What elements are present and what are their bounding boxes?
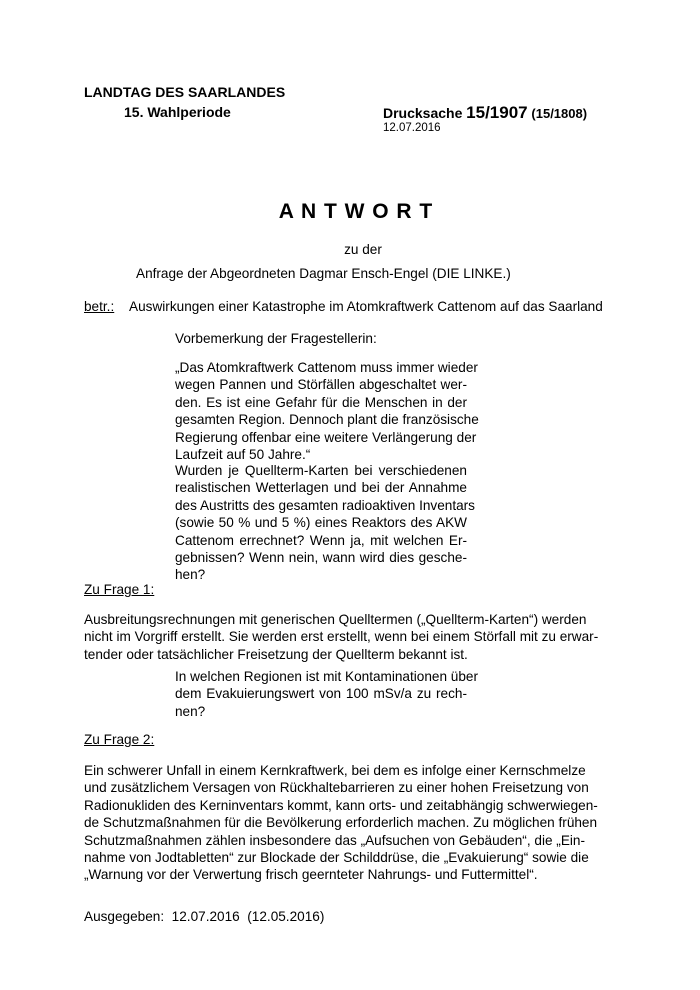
drucksache-number: 15/1907 [466, 103, 528, 122]
anfrage-line: Anfrage der Abgeordneten Dagmar Ensch-Engel (DIE LINKE.) [136, 266, 511, 281]
answer-2-text [84, 762, 598, 884]
preliminary-remark-text [175, 359, 479, 463]
answer-1-text [84, 611, 599, 663]
text-line: tender oder tatsächlicher Freisetzung der Quellterm bekannt ist. [84, 646, 468, 662]
text-line: (sowie 50 % und 5 %) eines Reaktors des AKW [175, 515, 467, 531]
text-line: dem Evakuierungswert von 100 mSv/a zu rech- [175, 686, 467, 702]
legislative-period: 15. Wahlperiode [124, 104, 231, 120]
answer-2-heading: Zu Frage 2: [84, 732, 155, 747]
text-line: Ein schwerer Unfall in einem Kernkraftwerk, bei dem es infolge einer Kernschmelze [84, 763, 586, 778]
document-date: 12.07.2016 [383, 122, 441, 134]
text-line: Wurden je Quellterm-Karten bei verschiedenen [175, 463, 467, 478]
question-2-text [175, 668, 479, 720]
drucksache-block [383, 103, 587, 123]
zu-der-text: zu der [344, 242, 382, 257]
text-line: Schutzmaßnahmen zählen insbesondere das „Aufsuchen von Gebäuden“, die „Ein- [84, 832, 586, 848]
issued-date: Ausgegeben: 12.07.2016 (12.05.2016) [84, 909, 325, 924]
text-line: Cattenom errechnet? Wenn ja, mit welchen Er- [175, 532, 467, 548]
text-line: Laufzeit auf 50 Jahre.“ [175, 447, 311, 463]
question-1-text [175, 462, 475, 584]
text-line: „Das Atomkraftwerk Cattenom muss immer wieder [175, 360, 478, 375]
subject-line [84, 299, 603, 314]
text-line: nahme von Jodtabletten“ zur Blockade der Schilddrüse, die „Evakuierung“ sowie die [84, 850, 589, 866]
answer-1-heading: Zu Frage 1: [84, 582, 155, 597]
text-line: des Austritts des gesamten radioaktiven Inventars [175, 497, 475, 513]
drucksache-reference: (15/1808) [531, 106, 588, 121]
text-line: Ausbreitungsrechnungen mit generischen Quelltermen („Quellterm-Karten“) werden [84, 612, 587, 627]
subject-label: betr.: [84, 299, 115, 314]
text-line: und zusätzlichem Versagen von Rückhaltebarrieren zu einer hohen Freisetzung von [84, 780, 589, 796]
preliminary-remark-label: Vorbemerkung der Fragestellerin: [175, 331, 377, 346]
subject-text: Auswirkungen einer Katastrophe im Atomkraftwerk Cattenom auf das Saarland [129, 299, 603, 314]
text-line: In welchen Regionen ist mit Kontaminationen über [175, 669, 479, 684]
text-line: wegen Pannen und Störfällen abgeschaltet wer- [175, 377, 467, 393]
text-line: gesamten Region. Dennoch plant die französische [175, 412, 479, 428]
text-line: den. Es ist eine Gefahr für die Menschen in der [175, 394, 467, 410]
text-line: de Schutzmaßnahmen für die Bevölkerung erforderlich machen. Zu möglichen frühen [84, 815, 598, 831]
text-line: Regierung offenbar eine weitere Verlängerung der [175, 429, 477, 445]
text-line: nicht im Vorgriff erstellt. Sie werden erst erstellt, wenn bei einem Störfall mit zu erwar- [84, 629, 599, 645]
text-line: „Warnung vor der Verwertung frisch geernteter Nahrungs- und Futtermittel“. [84, 867, 538, 883]
text-line: hen? [175, 567, 206, 583]
text-line: nen? [175, 703, 206, 719]
parliament-name: LANDTAG DES SAARLANDES [84, 84, 286, 100]
text-line: realistischen Wetterlagen und bei der Annahme [175, 480, 467, 496]
text-line: gebnissen? Wenn nein, wann wird dies gesche- [175, 550, 467, 566]
page-title: A N T W O R T [278, 200, 434, 223]
drucksache-label: Drucksache [383, 105, 463, 121]
text-line: Radionukliden des Kerninventars kommt, kann orts- und zeitabhängig schwerwiegen- [84, 797, 598, 813]
